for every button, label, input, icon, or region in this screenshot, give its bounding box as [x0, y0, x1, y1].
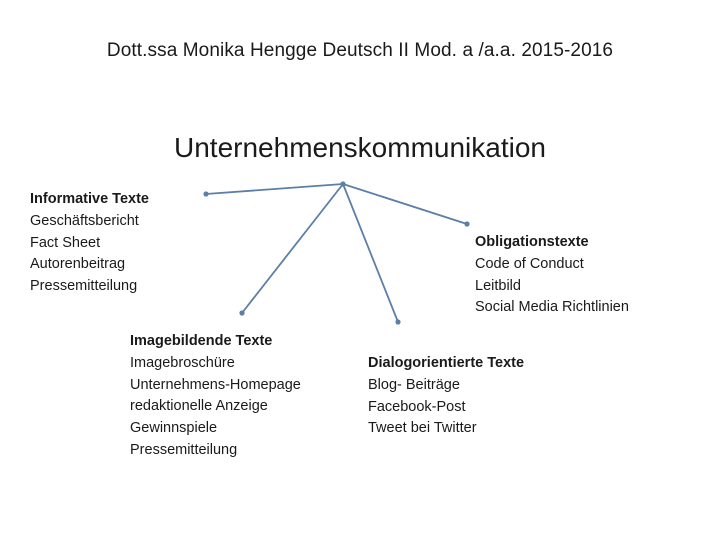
list-item: Autorenbeitrag	[30, 256, 126, 273]
list-item: Pressemitteilung	[30, 278, 138, 295]
list-item: Facebook-Post	[368, 398, 466, 415]
group-dialog-heading: Dialogorientierte Texte	[368, 355, 525, 371]
list-item: Pressemitteilung	[130, 441, 238, 458]
group-informative-heading: Informative Texte	[30, 191, 149, 207]
endpoint-image	[239, 310, 244, 315]
diagram-title: Unternehmenskommunikation	[174, 132, 546, 163]
list-item: redaktionelle Anzeige	[130, 398, 268, 415]
list-item: Social Media Richtlinien	[475, 299, 629, 316]
group-image	[130, 331, 301, 462]
group-obligation-heading: Obligationstexte	[475, 234, 589, 250]
list-item: Tweet bei Twitter	[368, 420, 477, 437]
list-item: Leitbild	[475, 277, 521, 294]
endpoint-informative	[203, 191, 208, 196]
group-dialog	[368, 353, 524, 440]
list-item: Gewinnspiele	[130, 420, 218, 437]
list-item: Fact Sheet	[30, 234, 101, 251]
list-item: Blog- Beiträge	[368, 376, 460, 393]
connector-to-obligation	[343, 184, 467, 224]
endpoint-obligation	[464, 221, 469, 226]
list-item: Unternehmens-Homepage	[130, 376, 301, 393]
group-informative	[30, 189, 149, 298]
list-item: Code of Conduct	[475, 255, 584, 272]
header-text: Dott.ssa Monika Hengge Deutsch II Mod. a /a.a. 2015-2016	[106, 40, 614, 61]
connector-hub	[340, 181, 345, 186]
group-obligation	[475, 232, 629, 319]
endpoint-dialog	[395, 319, 400, 324]
connector-to-dialog	[343, 184, 398, 322]
connector-to-image	[242, 184, 343, 313]
connector-to-informative	[206, 184, 343, 194]
list-item: Imagebroschüre	[130, 354, 235, 371]
group-image-heading: Imagebildende Texte	[130, 333, 273, 349]
list-item: Geschäftsbericht	[30, 212, 139, 229]
